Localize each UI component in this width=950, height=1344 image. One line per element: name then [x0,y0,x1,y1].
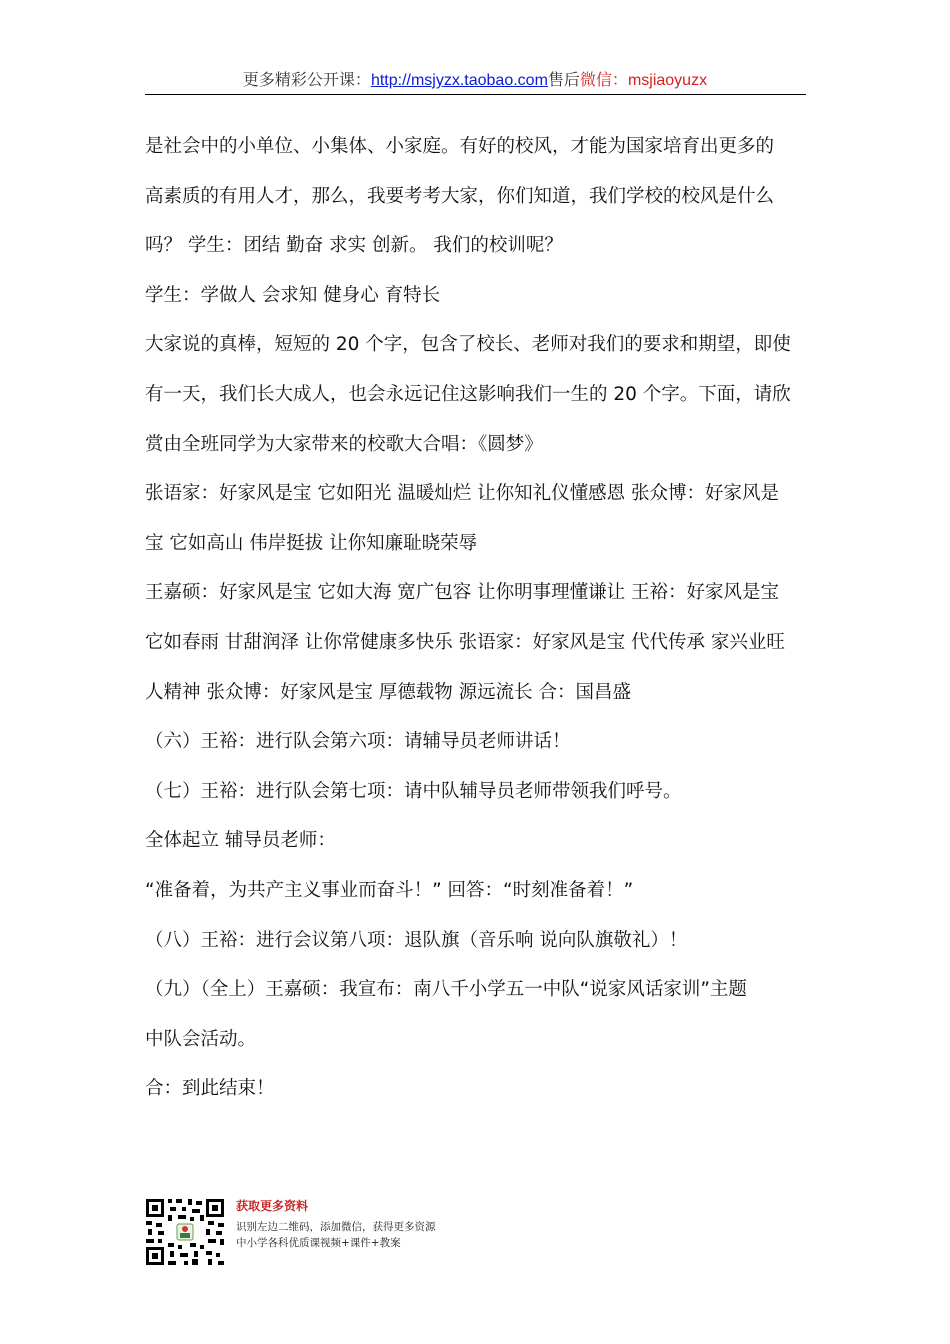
text-line: 是社会中的小单位、小集体、小家庭。有好的校风，才能为国家培育出更多的 [145,136,775,157]
document-body [145,131,807,1123]
text-line: 赏由全班同学为大家带来的校歌大合唱：《圆梦》 [145,433,543,455]
text-line: 吗？ 学生：团结 勤奋 求实 创新。 我们的校训呢？ [145,235,563,257]
text-line: 人精神 张众博：好家风是宝 厚德载物 源远流长 合：国昌盛 [145,681,632,703]
text-line: “准备着，为共产主义事业而奋斗！” 回答：“时刻准备着！” [145,879,634,901]
text-line: （九）（全上）王嘉硕：我宣布：南八千小学五一中队“说家风话家训”主题 [145,979,747,1001]
page-header [145,70,805,91]
wechat-id: msjiaoyuzx [627,72,708,89]
footer-line-2: 中小学各科优质课视频+课件+教案 [236,1237,401,1249]
text-line: 宝 它如高山 伟岸挺拔 让你知廉耻晓荣辱 [145,532,478,554]
footer-line-1: 识别左边二维码，添加微信，获得更多资源 [236,1221,436,1233]
text-line: 王嘉硕：好家风是宝 它如大海 宽广包容 让你明事理懂谦让 王裕：好家风是宝 [145,582,780,604]
text-line: 全体起立 辅导员老师： [145,830,336,852]
wechat-label: 微信： [579,70,628,89]
text-line: 有一天，我们长大成人，也会永远记住这影响我们一生的 20 个字。下面，请欣 [145,383,791,405]
text-line: 学生：学做人 会求知 健身心 育特长 [145,284,441,306]
text-line: （六）王裕：进行队会第六项：请辅导员老师讲话！ [145,731,571,753]
text-line: 它如春雨 甘甜润泽 让你常健康多快乐 张语家：好家风是宝 代代传承 家兴业旺 [145,631,785,653]
text-line: 张语家：好家风是宝 它如阳光 温暖灿烂 让你知礼仪懂感恩 张众博：好家风是 [145,483,780,505]
qr-code-icon[interactable] [144,1197,226,1267]
after-sales-label: 售后 [547,70,580,89]
store-link[interactable]: http://msjyzx.taobao.com [370,72,548,89]
header-label: 更多精彩公开课： [242,70,371,89]
text-line: 中队会活动。 [145,1028,257,1050]
footer-promo [236,1198,436,1250]
text-line: 大家说的真棒，短短的 20 个字，包含了校长、老师对我们的要求和期望，即使 [145,334,791,356]
text-line: （八）王裕：进行会议第八项：退队旗（音乐响 说向队旗敬礼）！ [145,929,688,951]
footer-title: 获取更多资料 [236,1199,309,1213]
text-line: （七）王裕：进行队会第七项：请中队辅导员老师带领我们呼号。 [145,780,682,802]
text-line: 高素质的有用人才，那么，我要考考大家，你们知道，我们学校的校风是什么 [145,185,775,207]
header-divider [145,94,806,95]
text-line: 合：到此结束！ [145,1078,275,1100]
